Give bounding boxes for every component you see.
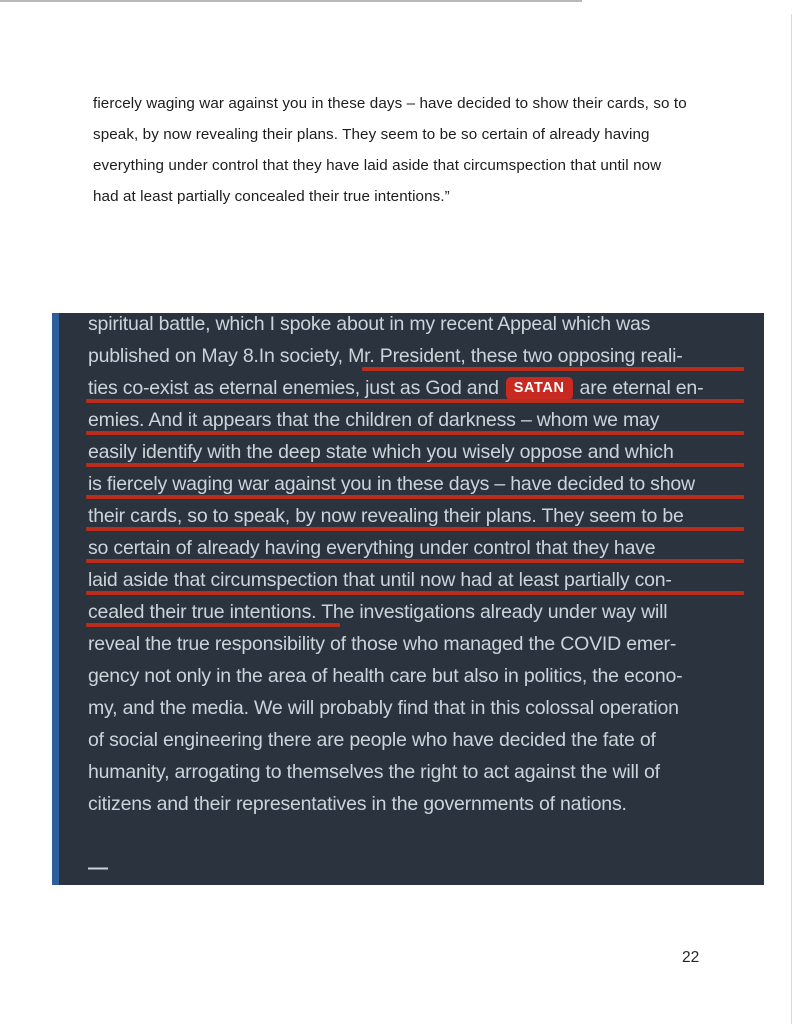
top-border-line [0, 0, 582, 2]
quote-line: had at least partially concealed their true intentions.” [93, 188, 450, 205]
block-quote-line: reveal the true responsibility of those who managed the COVID emer- [88, 633, 677, 655]
quote-paragraph [93, 88, 753, 212]
block-quote-line: my, and the media. We will probably find that in this colossal operation [88, 697, 679, 719]
block-quote-line: emies. And it appears that the children of darkness – whom we may [88, 404, 740, 436]
quote-line: speak, by now revealing their plans. They seem to be so certain of already having [93, 126, 650, 143]
quote-line: fiercely waging war against you in these days – have decided to show their cards, so to [93, 95, 687, 112]
quote-line: everything under control that they have laid aside that circumspection that until now [93, 157, 662, 174]
block-quote-line: easily identify with the deep state which you wisely oppose and which [88, 436, 740, 468]
block-quote-text: are eternal en- [579, 377, 704, 399]
block-quote-line: laid aside that circumspection that until now had at least partially con- [88, 564, 740, 596]
block-quote-line: gency not only in the area of health care but also in politics, the econo- [88, 665, 683, 687]
block-quote-line: cealed their true intentions. The investigations already under way will [88, 596, 740, 628]
block-quote-line: humanity, arrogating to themselves the right to act against the will of [88, 761, 660, 783]
block-quote-line: citizens and their representatives in the governments of nations. [88, 793, 627, 815]
block-quote-line: is fiercely waging war against you in these days – have decided to show [88, 468, 740, 500]
attribution-dash: — [88, 857, 107, 879]
block-quote-line: so certain of already having everything under control that they have [88, 532, 740, 564]
block-quote-line: of social engineering there are people who have decided the fate of [88, 729, 656, 751]
embedded-screenshot-block [52, 313, 764, 885]
block-quote-text-area [88, 313, 740, 884]
block-quote-line: spiritual battle, which I spoke about in my recent Appeal which was [88, 313, 651, 335]
page-number: 22 [682, 949, 700, 966]
block-quote-line: their cards, so to speak, by now revealing their plans. They seem to be [88, 500, 740, 532]
block-quote-line [88, 372, 740, 404]
right-border-line [791, 14, 792, 1024]
block-quote-text: ties co-exist as eternal enemies, just as God and [88, 377, 499, 399]
satan-badge: SATAN [506, 377, 573, 400]
block-quote-line: published on May 8.In society, Mr. President, these two opposing reali- [88, 340, 740, 372]
